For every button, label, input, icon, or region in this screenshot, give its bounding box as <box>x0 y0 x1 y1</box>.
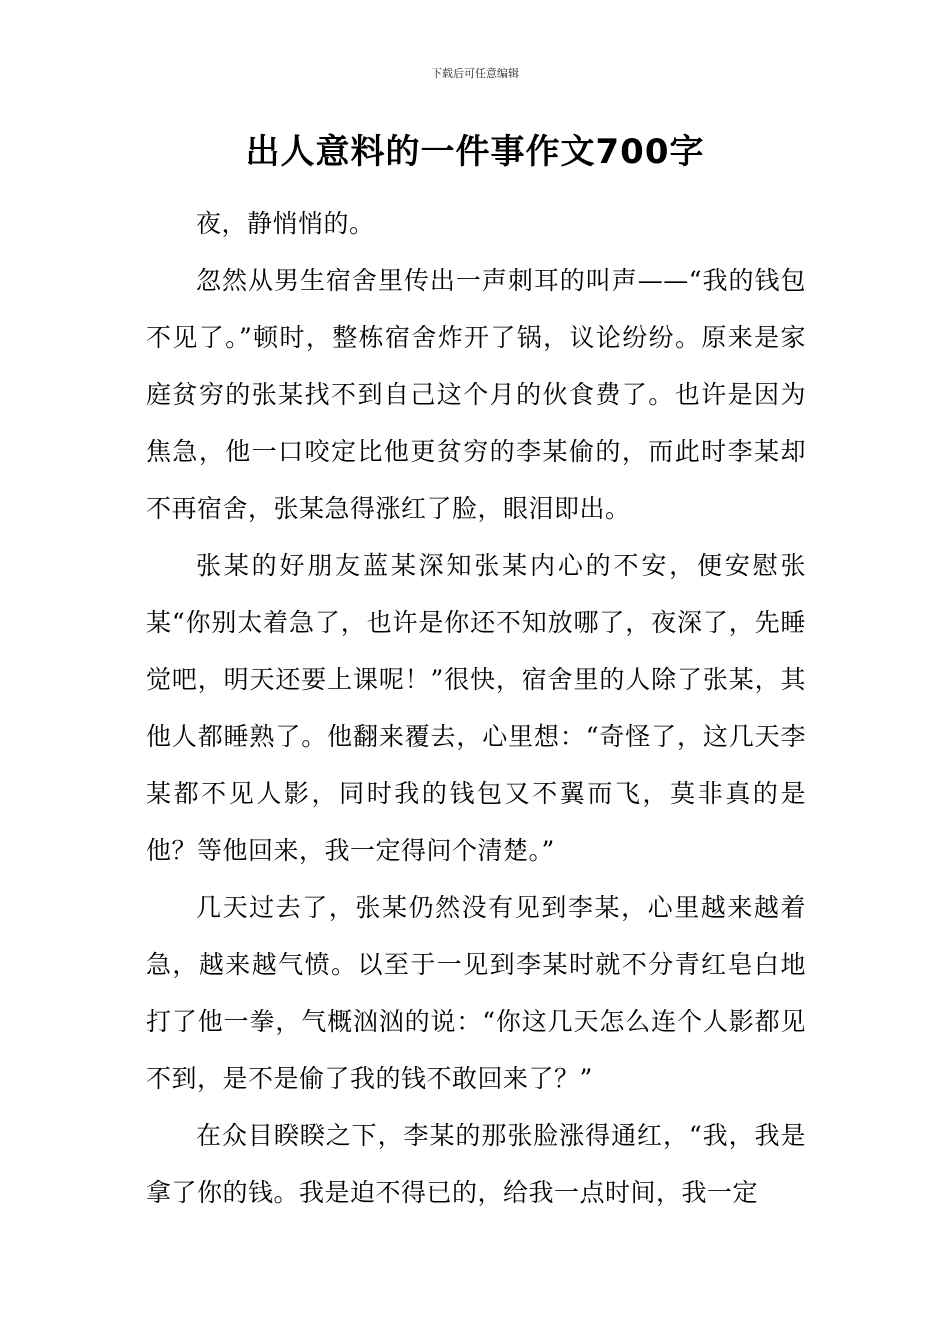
paragraph: 张某的好朋友蓝某深知张某内心的不安，便安慰张某“你别太着急了，也许是你还不知放哪了，夜深了，先睡觉吧，明天还要上课呢！”很快，宿舍里的人除了张某，其他人都睡熟了。他翻来覆去，心里想：“奇怪了，这几天李某都不见人影，同时我的钱包又不翼而飞，莫非真的是他？等他回来，我一定得问个清楚。” <box>146 551 806 865</box>
paragraph: 忽然从男生宿舍里传出一声刺耳的叫声——“我的钱包不见了。”顿时，整栋宿舍炸开了锅，议论纷纷。原来是家庭贫穷的张某找不到自己这个月的伙食费了。也许是因为焦急，他一口咬定比他更贫穷的李某偷的，而此时李某却不再宿舍，张某急得涨红了脸，眼泪即出。 <box>146 266 806 523</box>
paragraph: 几天过去了，张某仍然没有见到李某，心里越来越着急，越来越气愤。以至于一见到李某时就不分青红皂白地打了他一拳，气概汹汹的说：“你这几天怎么连个人影都见不到，是不是偷了我的钱不敢回来了？” <box>146 893 806 1093</box>
page-header-note: 下载后可任意编辑 <box>431 67 519 80</box>
paragraph: 夜，静悄悄的。 <box>196 209 375 238</box>
document-title: 出人意料的一件事作文700字 <box>245 132 705 172</box>
paragraph: 在众目睽睽之下，李某的那张脸涨得通红，“我，我是拿了你的钱。我是迫不得已的，给我一点时间，我一定 <box>146 1121 806 1207</box>
document-body <box>146 195 806 1221</box>
